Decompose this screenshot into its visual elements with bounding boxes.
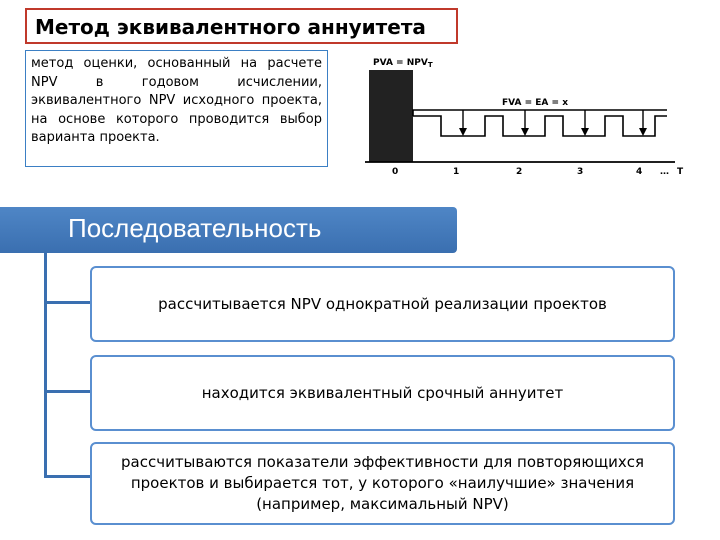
axis-label-ellipsis: … — [660, 167, 669, 177]
arrow-heads — [459, 128, 647, 136]
npv-timeline-diagram — [345, 48, 695, 183]
annuity-arrows — [463, 110, 643, 130]
pva-label: PVA = $NPV_T$ — [373, 58, 433, 69]
annuity-steps — [413, 110, 667, 136]
sequence-header — [0, 207, 457, 253]
axis-label-3: 3 — [577, 167, 584, 177]
tree-connector-1 — [44, 301, 94, 304]
step-box-3 — [90, 442, 675, 525]
step-box-1 — [90, 266, 675, 342]
tree-connector-vertical — [44, 253, 47, 477]
fva-label: FVA = EA = x — [502, 98, 569, 108]
axis-label-2: 2 — [516, 167, 523, 177]
definition-box: метод оценки, основанный на расчете NPV в годовом исчислении, эквивалентного NPV исходного проекта, на основе которого проводится выбор варианта проекта. — [25, 50, 328, 167]
step-box-2 — [90, 355, 675, 431]
tree-connector-2 — [44, 390, 94, 393]
step-text-2: находится эквивалентный срочный аннуитет — [201, 383, 564, 402]
axis-label-1: 1 — [453, 167, 460, 177]
page-title: Метод эквивалентного аннуитета — [35, 15, 426, 39]
step-text-1: рассчитывается NPV однократной реализации проектов — [158, 294, 607, 313]
sequence-heading: Последовательность — [68, 213, 322, 243]
npv-bar — [369, 70, 413, 162]
axis-label-4: 4 — [636, 167, 643, 177]
axis-labels — [392, 167, 684, 177]
step-text-3: рассчитываются показатели эффективности для повторяющихся проектов и выбирается тот, у которого «наилучшие» значения (например, максимальный NPV) — [121, 453, 644, 513]
axis-label-0: 0 — [392, 167, 399, 177]
axis-label-t: T — [677, 167, 684, 177]
tree-connector-3 — [44, 475, 94, 478]
title-box — [25, 8, 458, 44]
